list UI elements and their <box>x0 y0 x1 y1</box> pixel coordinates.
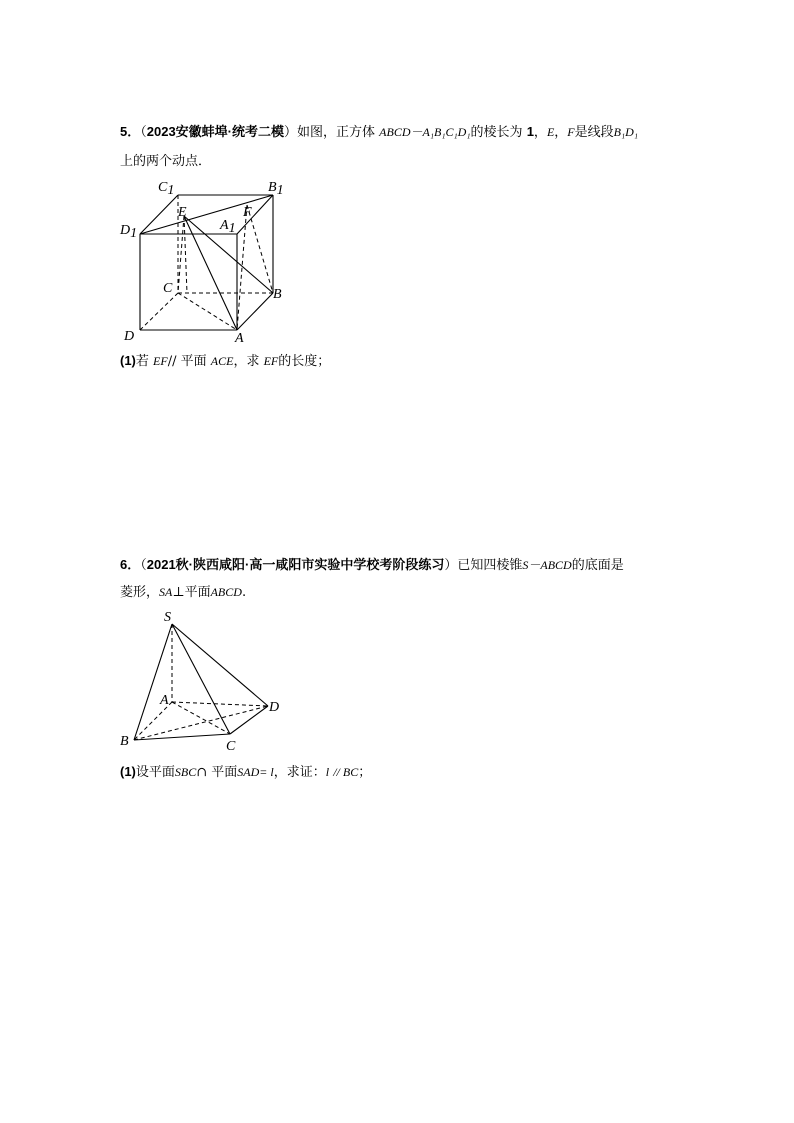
q6-solid: S－ABCD <box>522 558 572 572</box>
q5-part1-ef2: EF <box>263 354 279 368</box>
label-b1: B1 <box>268 180 284 198</box>
q5-close-paren: ） <box>284 125 298 140</box>
q5-text-a: 如图，正方体 <box>297 125 376 140</box>
hidden-segment-e-proj <box>184 216 187 293</box>
q5-segment: B₁D₁ <box>613 125 638 139</box>
q5-part1-number: (1) <box>120 353 136 368</box>
q6-part1-sad: SAD <box>237 765 260 779</box>
hidden-edge-a-d <box>172 702 268 706</box>
diagonal-b1-d1 <box>140 195 273 234</box>
q5-solid: ABCD－A₁B₁C₁D₁ <box>379 125 471 139</box>
q5-text-b: 的棱长为 <box>470 125 523 140</box>
label-d1: D1 <box>120 223 138 241</box>
q6-part1-text-c: ； <box>358 765 372 780</box>
q6-text-b: 的底面是 <box>571 558 624 573</box>
q5-part1-ace: ACE <box>210 354 234 368</box>
q5-part1-ef: EF <box>153 354 168 368</box>
label-c: C <box>226 739 236 754</box>
q6-part1-number: (1) <box>120 764 136 779</box>
q6-line2-text-a: 菱形， <box>120 585 160 600</box>
q5-line2-text: 上的两个动点． <box>120 154 212 169</box>
q6-source: 2021秋·陕西咸阳·高一咸阳市实验中学校考阶段练习 <box>146 557 445 572</box>
q5-part1-text-a: 若 <box>135 354 149 369</box>
edge-b-a <box>237 293 273 330</box>
q5-part1-text-b: // 平面 <box>167 354 207 369</box>
q6-part1-par: // BC <box>333 765 359 779</box>
q5-part1-text-c: ，求 <box>233 354 260 369</box>
q5-source: 2023安徽蚌埠·统考二模 <box>146 124 284 139</box>
label-f: F <box>243 205 252 220</box>
edge-b-c <box>134 734 230 740</box>
q5-f: F <box>567 125 575 139</box>
label-b: B <box>273 287 282 302</box>
q6-part1-eq: = l <box>259 765 274 779</box>
hidden-edge-c-d <box>140 293 178 330</box>
q6-text-a: 已知四棱锥 <box>457 558 523 573</box>
label-e: E <box>178 205 187 220</box>
q6-part1-sbc: SBC <box>174 765 197 779</box>
cube-figure <box>110 172 310 348</box>
edge-s-d <box>172 624 268 706</box>
label-c1: C1 <box>158 180 175 198</box>
edge-s-c <box>172 624 230 734</box>
q6-part1-text-a: 设平面 <box>135 765 175 780</box>
q5-comma: ， <box>554 125 568 140</box>
label-d: D <box>124 329 135 344</box>
pyramid-figure <box>110 604 300 754</box>
q5-part1-text-d: 的长度； <box>278 354 331 369</box>
q6-number: 6． <box>120 557 141 572</box>
edge-c-d <box>230 706 268 734</box>
q6-open-paren: （ <box>140 558 147 573</box>
q5-edge: 1 <box>526 124 534 139</box>
label-a: A <box>235 331 244 346</box>
hidden-segment-f-a <box>237 205 247 330</box>
q5-part1 <box>120 350 330 369</box>
q5-e: E <box>546 125 555 139</box>
q5-open-paren: （ <box>140 125 147 140</box>
q6-part1-cap: ∩ 平面 <box>196 765 238 780</box>
q5-text-d: 是线段 <box>574 125 614 140</box>
q6-close-paren: ） <box>444 558 458 573</box>
q6-sa: SA <box>159 585 173 599</box>
label-c: C <box>163 281 173 296</box>
label-b: B <box>120 734 129 749</box>
q6-part1-text-b: ，求证： <box>273 765 326 780</box>
label-d: D <box>269 700 280 715</box>
hidden-segment-e-c <box>178 216 184 293</box>
q6-abcd: ABCD <box>210 585 242 599</box>
q6-part1 <box>120 761 371 780</box>
label-a: A <box>160 693 169 708</box>
label-a1: A1 <box>220 218 236 236</box>
hidden-diagonal-b-d <box>134 706 268 740</box>
label-s: S <box>164 610 171 625</box>
q6-part1-l: l <box>325 765 330 779</box>
q5-line1 <box>120 116 680 148</box>
edge-s-b <box>134 624 172 740</box>
q6-line2-text-c: . <box>241 585 247 600</box>
q5-text-c: ， <box>533 125 547 140</box>
q5-number: 5． <box>120 124 141 139</box>
q6-line2-text-b: ⊥平面 <box>172 585 211 600</box>
